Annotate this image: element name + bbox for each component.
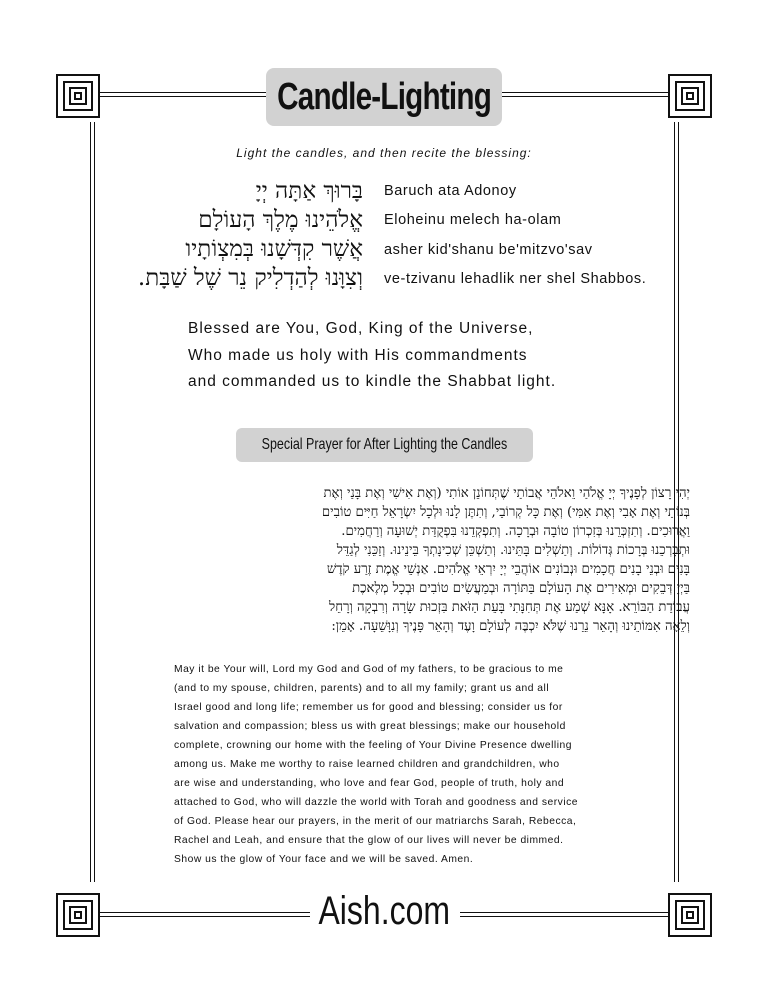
blessing-transliteration-line: Eloheinu melech ha-olam [384,212,562,228]
title-banner [266,68,502,126]
blessing-transliteration-line: Baruch ata Adonoy [384,183,517,199]
special-prayer-banner [236,428,533,462]
hebrew-prayer-line: בַּיְיָ דְּבֵקִים וּמְאִירִים אֶת הָעוֹלָם בַּתּוֹרָה וּבְמַעֲשִׂים טוֹבִים וּבְכָל מְלֶאכֶת [352,581,690,596]
blessing-hebrew-line: אֱלֹהֵינוּ מֶלֶךְ הָעוֹלָם [198,207,363,233]
english-prayer-line: salvation and compassion; bless us with great blessings; make our household [174,721,566,732]
special-prayer-title: Special Prayer for After Lighting the Candles [261,436,508,453]
hebrew-prayer-line: עֲבוֹדַת הַבּוֹרֵא. אָנָּא שְׁמַע אֶת תְּחִנָּתִי בָּעֵת הַזֹּאת בִּזְכוּת שָׂרָה וְרִבְקָה וְרָחֵל [329,600,690,615]
hebrew-prayer-line: בְּנוֹתַי וְאֶת אָבִי וְאֶת אִמִּי) וְאֶת כָּל קְרוֹבַי, וְתִתֶּן לָנוּ וּלְכָל יִשְׂרָאֵל חַיִּים טוֹבִים [321,505,690,520]
translation-line: Blessed are You, God, King of the Universe, [188,320,534,337]
english-prayer-line: May it be Your will, Lord my God and God of my fathers, to be gracious to me [174,664,564,675]
english-prayer-line: Show us the glow of Your face and we will be saved. Amen. [174,854,474,865]
footer-logo-text: Aish.com [312,889,456,934]
hebrew-prayer-line: יְהִי רָצוֹן לְפָנֶיךָ יְיָ אֱלֹהַי וֵאלֹהֵי אֲבוֹתַי שֶׁתְּחוֹנֵן אוֹתִי (וְאֶת אִישִׁי וְאֶת בָּנַי וְאֶת [323,486,690,501]
hebrew-prayer-line: וּתְבָרְכֵנוּ בְּרָכוֹת גְּדוֹלוֹת. וְתַשְׁלִים בָּתֵּינוּ. וְתַשְׁכֵּן שְׁכִינָתְךָ בֵּינֵינוּ. וְזַכֵּנִי לְגַדֵּל [336,543,690,558]
translation-line: Who made us holy with His commandments [188,346,528,364]
english-prayer-line: Rachel and Leah, and ensure that the glow of our lives will never be dimmed. [174,835,564,846]
blessing-hebrew-line: וְצִוָּנוּ לְהַדְלִיק נֵר שֶׁל שַׁבָּת. [137,265,363,291]
english-prayer-line: are wise and understanding, who love and fear God, people of truth, holy and [174,778,565,789]
blessing-transliteration-line: asher kid'shanu be'mitzvo'sav [384,242,593,258]
hebrew-prayer-line: וְלֵאָה אִמּוֹתֵינוּ וְהָאֵר נֵרֵנוּ שֶׁלֹּא יִכְבֶּה לְעוֹלָם וָעֶד וְהָאֵר פָּנֶיךָ וְנִוָּשֵׁעָה. אָמֵן: [331,619,690,634]
special-prayer-hebrew [170,484,690,636]
blessing-hebrew-line: אֲשֶׁר קִדְּשָׁנוּ בְּמִצְוֹתָיו [185,236,363,262]
english-prayer-line: attached to God, who will dazzle the world with Torah and goodness and service [174,797,578,808]
footer [0,889,768,934]
english-prayer-line: among us. Make me worthy to raise learned children and grandchildren, who [174,759,560,770]
hebrew-prayer-line: וַאֲרוּכִים. וְתִזְכְּרֵנוּ בְּזִכְרוֹן טוֹבָה וּבְרָכָה. וְתִפְקְדֵנוּ בִּפְקֻדַּת יְשׁוּעָה וְרַחֲמִים. [341,524,690,539]
special-prayer-english [174,660,604,869]
hebrew-prayer-line: בָּנִים וּבְנֵי בָנִים חֲכָמִים וּנְבוֹנִים אוֹהֲבֵי יְיָ יִרְאֵי אֱלֹהִים. אַנְשֵׁי אֱמֶת זֶרַע קֹדֶשׁ [326,562,690,577]
corner-ornament-top-right [668,74,712,118]
english-prayer-line: of God. Please hear our prayers, in the merit of our matriarchs Sarah, Rebecca, [174,816,577,827]
instruction-text: Light the candles, and then recite the blessing: [236,146,532,160]
english-prayer-line: Israel good and long life; remember us for good and blessing; consider us for [174,702,563,713]
blessing-hebrew-line: בָּרוּךְ אַתָּה יְיָ [255,178,363,204]
english-translation [188,316,648,396]
english-prayer-line: (and to my spouse, children, parents) and to all my family; grant us and all [174,683,550,694]
corner-ornament-top-left [56,74,100,118]
page-title: Candle-Lighting [277,75,491,118]
translation-line: and commanded us to kindle the Shabbat light. [188,373,557,390]
blessing-transliteration-line: ve-tzivanu lehadlik ner shel Shabbos. [384,271,647,287]
english-prayer-line: complete, crowning our home with the feeling of Your Divine Presence dwelling [174,740,572,751]
